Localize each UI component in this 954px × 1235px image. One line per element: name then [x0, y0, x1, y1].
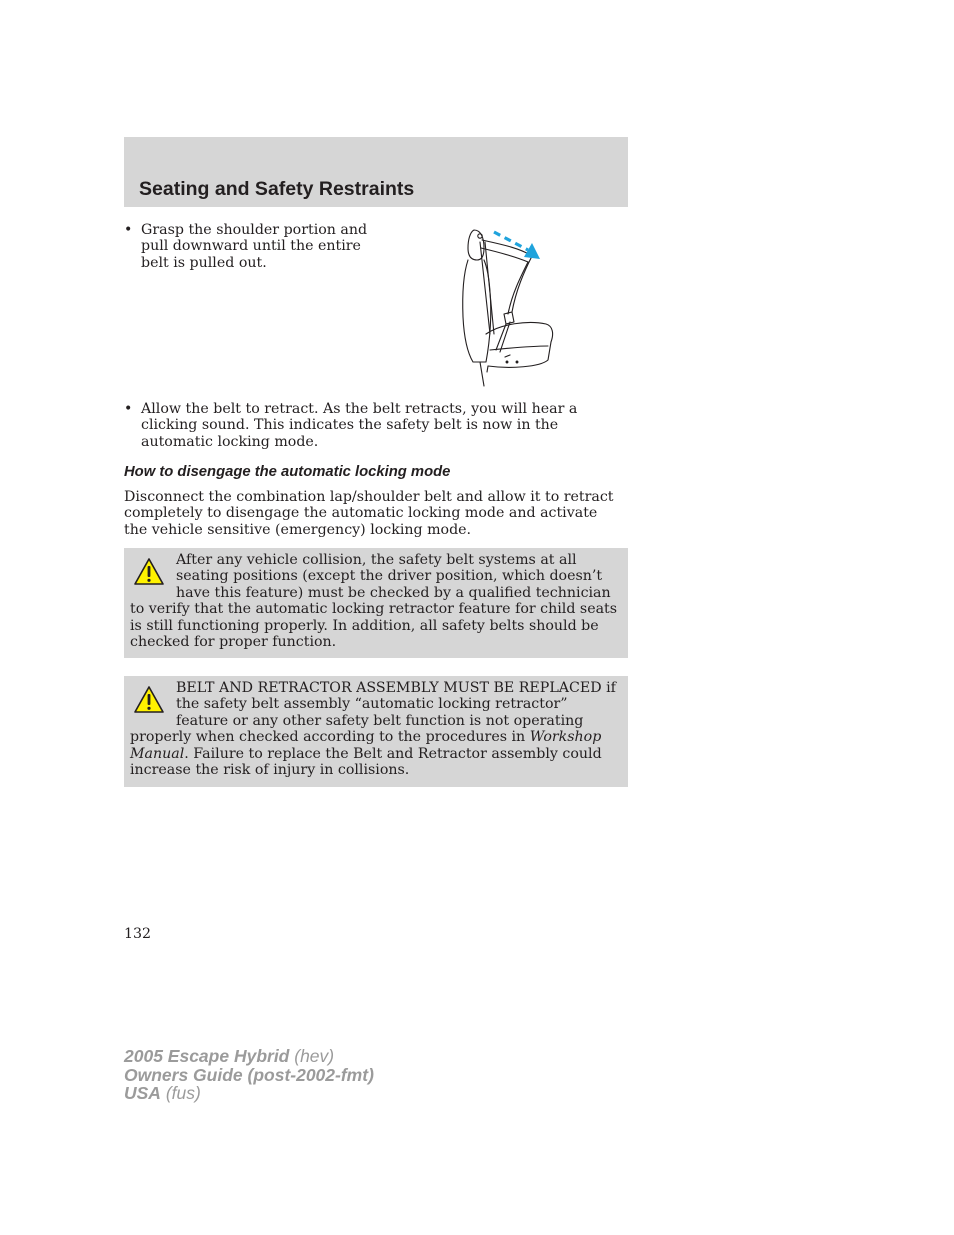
disengage-paragraph: Disconnect the combination lap/shoulder belt and allow it to retract completely to disengage the automatic locking mode and activate the vehicle sensitive (emergency) locking mode.: [124, 489, 614, 538]
footer-line-market: [124, 1084, 374, 1103]
bullet-marker: •: [124, 222, 133, 238]
footer-market: USA: [124, 1083, 161, 1103]
warning-text-after: . Failure to replace the Belt and Retractor assembly could increase the risk of injury in collisions.: [130, 745, 602, 779]
footer-model: 2005 Escape Hybrid: [124, 1046, 290, 1066]
section-header-band: [124, 137, 628, 207]
warning-triangle-icon: [133, 556, 165, 588]
footer-line-model: [124, 1047, 374, 1066]
warning-text-before: BELT AND RETRACTOR ASSEMBLY MUST BE REPLACED if the safety belt assembly “automatic locking retractor” feature or any other safety belt function is not operating properly when checked according to the procedures in: [130, 680, 616, 746]
pull-direction-arrow-icon: [494, 232, 540, 259]
page-number: 132: [124, 926, 152, 942]
footer-market-code: (fus): [160, 1083, 201, 1103]
bullet-text: Allow the belt to retract. As the belt retracts, you will hear a clicking sound. This indicates the safety belt is now in the automatic locking mode.: [141, 401, 578, 450]
warning-triangle-icon: [133, 684, 165, 716]
workshop-manual-reference: Workshop Manual: [130, 729, 602, 762]
footer-guide: Owners Guide (post-2002-fmt): [124, 1064, 374, 1085]
warning-text: After any vehicle collision, the safety belt systems at all seating positions (except the driver position, which doesn’t have this feature) must be checked by a qualified technician to verify that the automatic locking retractor feature for child seats is still functioning properly. In addition, all safety belts should be checked for proper function.: [130, 552, 618, 651]
footer-model-code: (hev): [289, 1046, 335, 1066]
document-footer: [124, 1047, 374, 1103]
bullet-text: Grasp the shoulder portion and pull downward until the entire belt is pulled out.: [141, 222, 368, 271]
footer-line-guide: [124, 1066, 374, 1085]
seat-belt-pull-illustration: [440, 222, 560, 390]
bullet-marker: •: [124, 401, 133, 417]
warning-box-collision: [124, 548, 628, 658]
subheading-disengage: How to disengage the automatic locking mode: [124, 464, 451, 480]
warning-box-replace-assembly: [124, 676, 628, 787]
section-title: Seating and Safety Restraints: [139, 178, 415, 200]
warning-text: [130, 680, 618, 778]
